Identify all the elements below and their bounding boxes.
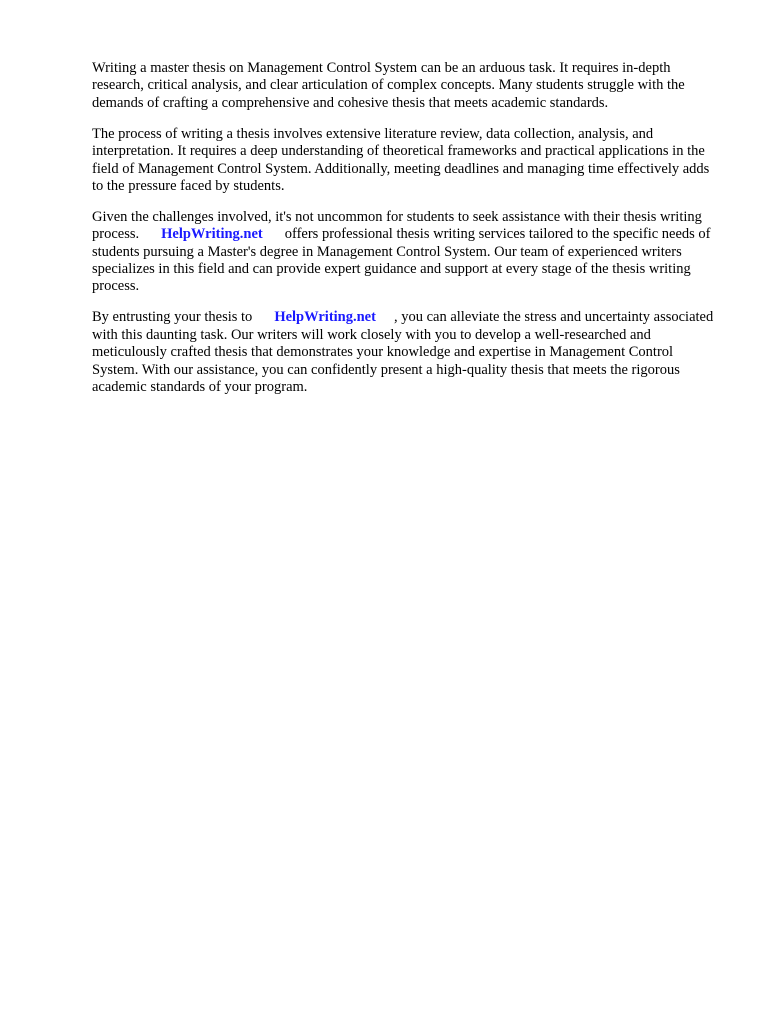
- paragraph-intro-text: Writing a master thesis on Management Control System can be an arduous task. It requires in-depth research, critical analysis, and clear articulation of complex concepts. Many students struggle with the demands of crafting a comprehensive and cohesive thesis that meets academic standards.: [92, 60, 685, 111]
- helpwriting-link-2[interactable]: HelpWriting.net: [274, 309, 376, 326]
- paragraph-entrusting-after: , you can alleviate the stress and uncertainty associated with this daunting task. Our writers will work closely with you to develop a well-researched and meticulously crafted thesis that demonstrates your knowledge and expertise in Management Control System. With our assistance, you can confidently present a high-quality thesis that meets the rigorous academic standards of your program.: [92, 309, 714, 395]
- paragraph-entrusting-before: By entrusting your thesis to: [92, 309, 253, 326]
- paragraph-assistance-before: Given the challenges involved, it's not uncommon for students to seek assistance with their thesis writing process.: [92, 208, 702, 243]
- paragraph-assistance: [92, 209, 718, 296]
- paragraph-entrusting: [92, 309, 718, 396]
- paragraph-process: [92, 126, 718, 196]
- paragraph-process-text: The process of writing a thesis involves extensive literature review, data collection, analysis, and interpretation. It requires a deep understanding of theoretical frameworks and practical applications in the field of Management Control System. Additionally, meeting deadlines and managing time effectively adds to the pressure faced by students.: [92, 125, 710, 194]
- helpwriting-link[interactable]: HelpWriting.net: [161, 226, 263, 243]
- paragraph-intro: [92, 60, 718, 112]
- document-body: [92, 60, 718, 410]
- paragraph-assistance-after: offers professional thesis writing services tailored to the specific needs of students pursuing a Master's degree in Management Control System. Our team of experienced writers specializes in this field and can provide expert guidance and support at every stage of the thesis writing process.: [92, 226, 711, 295]
